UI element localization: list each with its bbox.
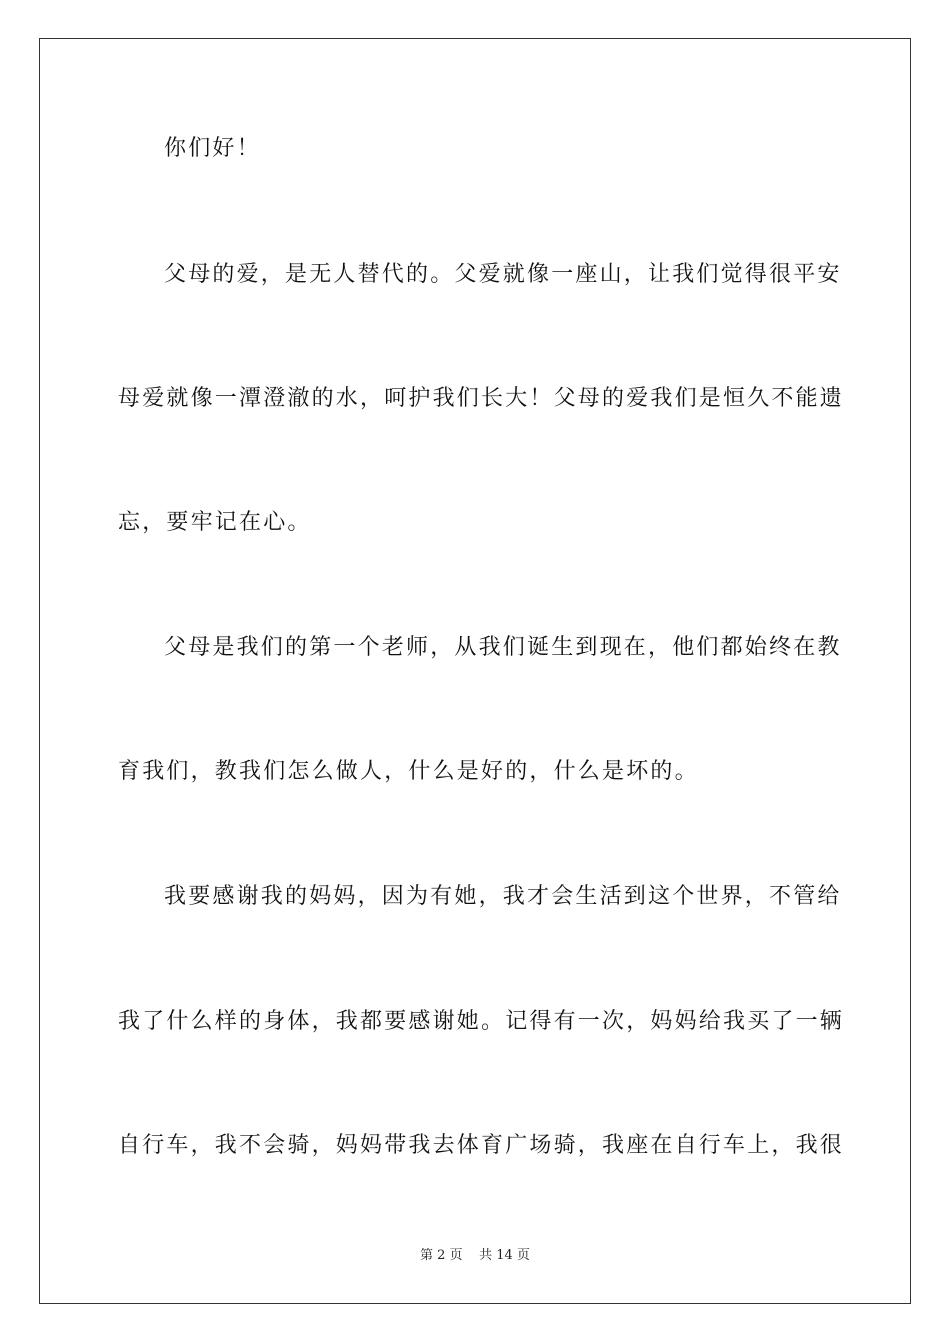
paragraph-line-9: 自行车，我不会骑，妈妈带我去体育广场骑，我座在自行车上，我很 [118,1133,845,1158]
total-pages: 共 14 页 [479,1248,530,1263]
paragraph-line-1: 你们好！ [164,136,261,161]
paragraph-line-3: 母爱就像一潭澄澈的水，呵护我们长大！父母的爱我们是恒久不能遗 [118,386,845,411]
page-number: 第 2 页 [420,1248,463,1263]
paragraph-line-8: 我了什么样的身体，我都要感谢她。记得有一次，妈妈给我买了一辆 [118,1009,845,1034]
paragraph-line-2: 父母的爱，是无人替代的。父爱就像一座山，让我们觉得很平安 [164,262,842,287]
paragraph-line-5: 父母是我们的第一个老师，从我们诞生到现在，他们都始终在教 [164,635,842,660]
paragraph-line-6: 育我们，教我们怎么做人，什么是好的，什么是坏的。 [118,759,699,784]
page-border [39,38,911,1304]
paragraph-line-4: 忘，要牢记在心。 [118,510,312,535]
paragraph-line-7: 我要感谢我的妈妈，因为有她，我才会生活到这个世界，不管给 [164,884,842,909]
page-footer [0,1247,950,1265]
